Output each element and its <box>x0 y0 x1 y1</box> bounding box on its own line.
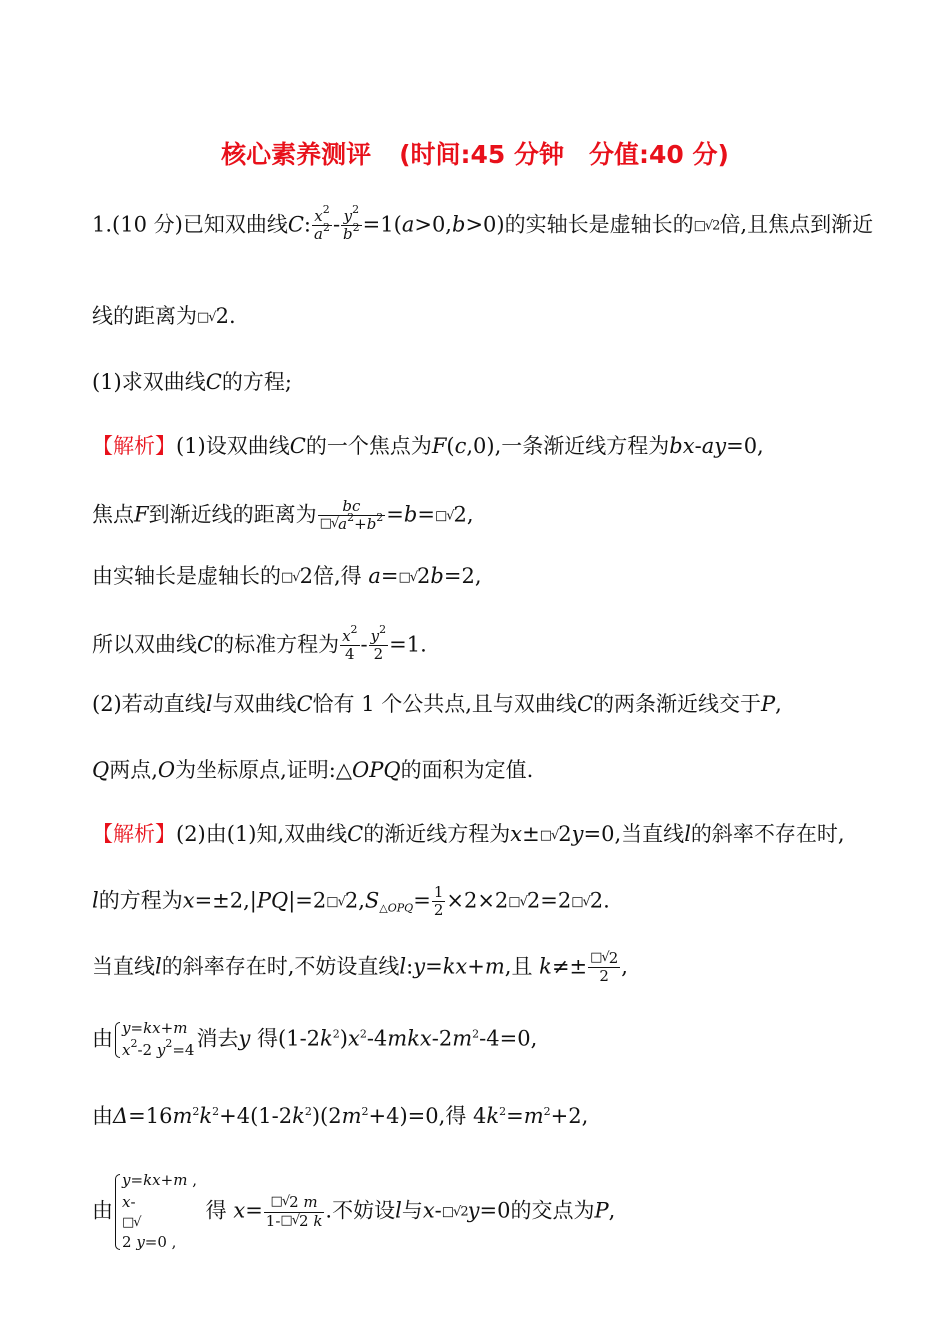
solution-2-line-3: 当直线l的斜率存在时,不妨设直线l:y=kx+m,且 k≠± $\frac{□√2}{2}$ , <box>92 949 628 986</box>
question-1-part1: (1)求双曲线C的方程; <box>92 370 292 394</box>
equation-system: y=kx+m $x^2-2$ $y^2=4$ <box>113 1018 194 1062</box>
title-main: 核心素养测评 <box>221 140 372 169</box>
solution-1-line-4: 所以双曲线C的标准方程为 $\frac{x^2}{4}$ - $\frac{y^2}{2}$ =1. <box>92 623 427 664</box>
question-1-statement-cont: 线的距离为□√2. <box>92 304 236 328</box>
solution-1-line-3: 由实轴长是虚轴长的□√2倍,得 a=□√2b=2, <box>92 564 482 588</box>
fraction: $\frac{x^2}{4}$ <box>342 623 358 664</box>
title-meta: (时间:45 分钟 分值:40 分) <box>399 140 729 169</box>
fraction: $\frac{y^2}{2}$ <box>370 623 387 664</box>
equation-system: y=kx+m , x- □√ 2 y=0 , <box>113 1170 197 1254</box>
solution-1-line-1: 【解析】(1)设双曲线C的一个焦点为F(c,0),一条渐近线方程为bx-ay=0, <box>92 434 764 458</box>
solution-label: 【解析】 <box>92 822 176 846</box>
solution-label: 【解析】 <box>92 434 176 458</box>
fraction: $\frac{bc}{□√a^2+b^2}$ <box>319 497 384 534</box>
fraction: $\frac{1}{2}$ <box>433 883 444 920</box>
solution-2-line-5: 由$\Delta=16m^2k^2+4(1-2k^2)(2m^2+4)=0$,得 $4k^2=m^2+2$, <box>92 1104 589 1128</box>
fraction: $\frac{y^2}{b^2}$ <box>343 203 360 244</box>
solution-2-line-1: 【解析】(2)由(1)知,双曲线C的渐近线方程为x±□√2y=0,当直线l的斜率不存在时, <box>92 822 845 846</box>
question-1-statement: 1.(10 分)已知双曲线C: $\frac{x^2}{a^2}$ - $\frac{y^2}{b^2}$ =1(a>0,b>0)的实轴长是虚轴长的□√2倍,且焦点到渐近 <box>92 203 874 244</box>
fraction: $\frac{□√2 m}{1-□√2 k}$ <box>265 1193 323 1230</box>
solution-2-line-6: 由 y=kx+m , x- □√ 2 y=0 , 得 x= $\frac{□√2 m}{1-□√2 k}$ .不妨设l与x-□√2y=0的交点为P, <box>92 1170 615 1254</box>
question-1-part2-cont: Q两点,O为坐标原点,证明:△OPQ的面积为定值. <box>92 758 534 782</box>
solution-2-line-2: l的方程为$x=\pm 2,|PQ|=2□√2,S_{\triangle OPQ}=$ $\frac{1}{2}$ ×2×2□√2=2□√2. <box>92 883 610 920</box>
solution-2-line-4: 由 y=kx+m $x^2-2$ $y^2=4$ 消去y 得$(1-2k^2)x^2-4mkx-2m^2-4=0$, <box>92 1018 537 1062</box>
question-1-part2: (2)若动直线l与双曲线C恰有 1 个公共点,且与双曲线C的两条渐近线交于P, <box>92 692 782 716</box>
solution-1-line-2: 焦点F到渐近线的距离为 $\frac{bc}{□√a^2+b^2}$ =b=□√2, <box>92 497 474 534</box>
page-title <box>0 135 950 171</box>
fraction: $\frac{x^2}{a^2}$ <box>313 203 330 244</box>
fraction: $\frac{□√2}{2}$ <box>590 949 619 986</box>
